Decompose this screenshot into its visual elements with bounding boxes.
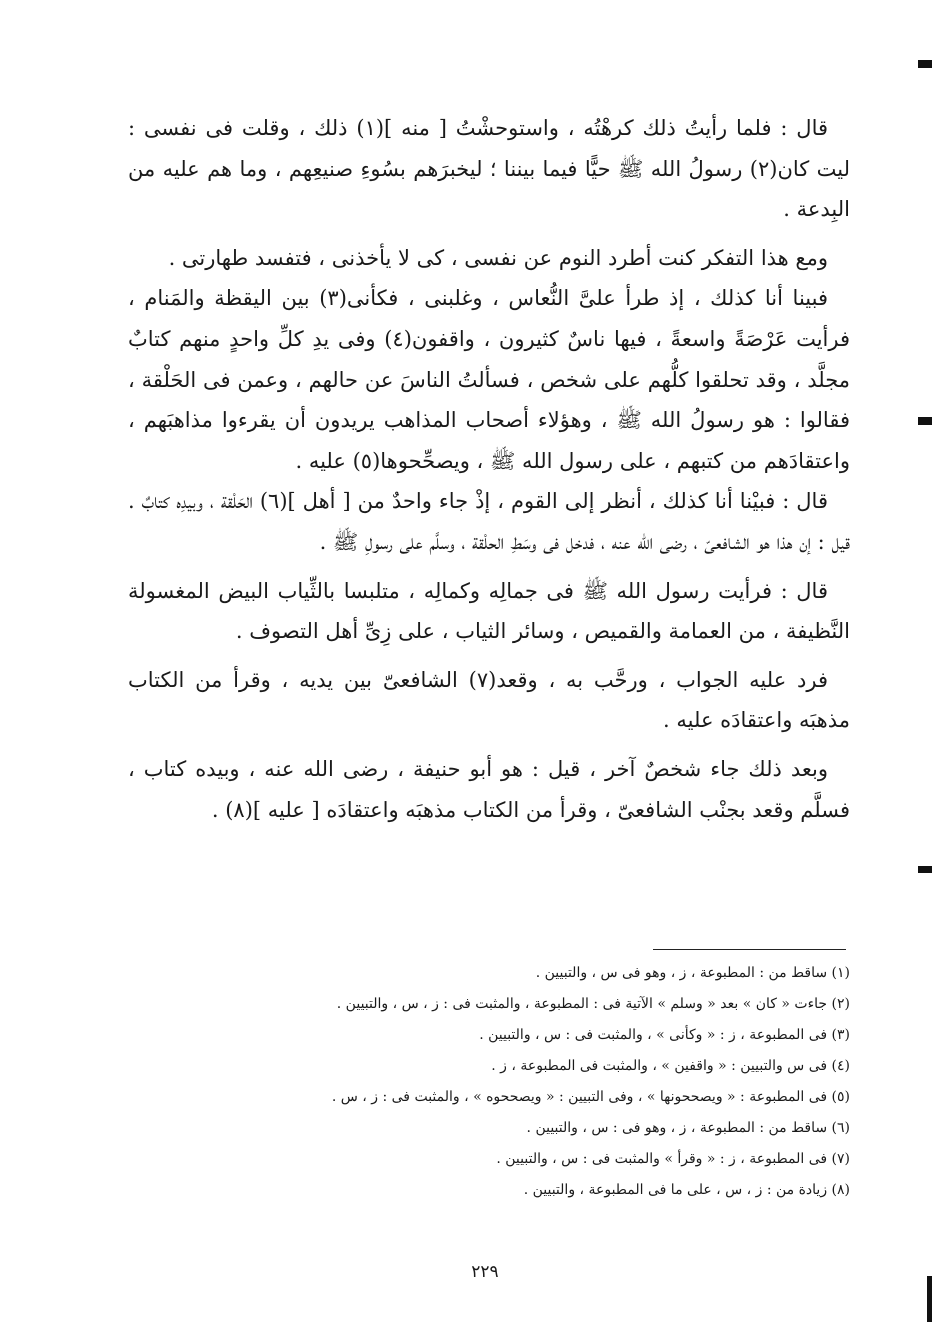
scan-edge-mark — [918, 417, 932, 425]
page-number: ٢٢٩ — [471, 1262, 499, 1282]
footnote-7: (٧) فى المطبوعة ، ز : « وقرأ » والمثبت فى : س ، والتبيين . — [496, 1151, 850, 1167]
paragraph-2: ومع هذا التفكر كنت أطرد النوم عن نفسى ، كى لا يأخذنى ، فتفسد طهارتى . — [168, 245, 828, 270]
scan-edge-mark — [918, 60, 932, 68]
paragraph-4: قال : فبيْنا أنا كذلك ، أنظر إلى القوم ، إذْ جاء واحدٌ من [ أهل ](٦) الحَلْقة ، وبيدِه كتابٌ . قيل : إن هذا هو الشافعىّ ، رضى الله عنه ، فدخل فى وسَطِ الحلْقة ، وسلَّم على رسولِ ﷺ . — [128, 489, 850, 554]
paragraph-7: وبعد ذلك جاء شخصٌ آخر ، قيل : هو أبو حنيفة ، رضى الله عنه ، وبيده كتاب ، فسلَّم وقعد بجنْب الشافعىّ ، وقرأ من الكتاب مذهبَه واعتقادَه [ عليه ](٨) . — [128, 756, 850, 822]
main-text — [128, 108, 850, 838]
footnote-3: (٣) فى المطبوعة ، ز : « وكأنى » ، والمثبت فى : س ، والتبيين . — [479, 1027, 850, 1043]
footnote-2: (٢) جاءت « كان » بعد « وسلم » الآتية فى : المطبوعة ، والمثبت فى : ز ، س ، والتبيين . — [336, 996, 850, 1012]
scan-edge-mark — [927, 1276, 932, 1322]
footnote-divider — [653, 949, 846, 950]
paragraph-5: قال : فرأيت رسول الله ﷺ فى جمالِه وكمالِه ، متلبسا بالثِّياب البيض المغسولة النَّظيفة ، من العمامة والقميص ، وسائر الثياب ، على زِىِّ أهل التصوف . — [128, 578, 850, 644]
paragraph-1: قال : فلما رأيتُ ذلك كرهْتُه ، واستوحشْتُ [ منه ](١) ذلك ، وقلت فى نفسى : ليت كان(٢) رسولُ الله ﷺ حيًّا فيما بيننا ؛ ليخبرَهم بسُوءِ صنيعِهم ، وما هم عليه من البِدعة . — [128, 116, 851, 222]
footnote-6: (٦) ساقط من : المطبوعة ، ز ، وهو فى : س ، والتبيين . — [526, 1120, 850, 1136]
footnotes — [200, 958, 850, 1206]
scan-edge-mark — [918, 866, 932, 873]
paragraph-6: فرد عليه الجواب ، ورحَّب به ، وقعد(٧) الشافعىّ بين يديه ، وقرأ من الكتاب مذهبَه واعتقادَه عليه . — [128, 667, 850, 733]
footnote-4: (٤) فى س والتبيين : « واقفين » ، والمثبت فى المطبوعة ، ز . — [491, 1058, 850, 1074]
footnote-8: (٨) زيادة من : ز ، س ، على ما فى المطبوعة ، والتبيين . — [523, 1182, 850, 1198]
paragraph-3: فبينا أنا كذلك ، إذ طرأ علىَّ النُّعاس ، وغلبنى ، فكأنى(٣) بين اليقظة والمَنام ، فرأيت عَرْصَةً واسعةً ، فيها ناسٌ كثيرون ، واقفون(٤) وفى يدِ كلِّ واحدٍ منهم كتابٌ مجلَّد ، وقد تحلقوا كلُّهم على شخص ، فسألتُ الناسَ عن حالهم ، وعمن فى الحَلْقة ، فقالوا : هو رسولُ الله ﷺ ، وهؤلاء أصحاب المذاهب يريدون أن يقرءوا مذاهبَهم ، واعتقادَهم من كتبهم ، على رسول الله ﷺ ، ويصحِّحوها(٥) عليه . — [128, 286, 850, 473]
footnote-5: (٥) فى المطبوعة : « ويصححونها » ، وفى التبيين : « ويصححوه » ، والمثبت فى : ز ، س . — [331, 1089, 850, 1105]
footnote-1: (١) ساقط من : المطبوعة ، ز ، وهو فى س ، والتبيين . — [535, 965, 850, 981]
